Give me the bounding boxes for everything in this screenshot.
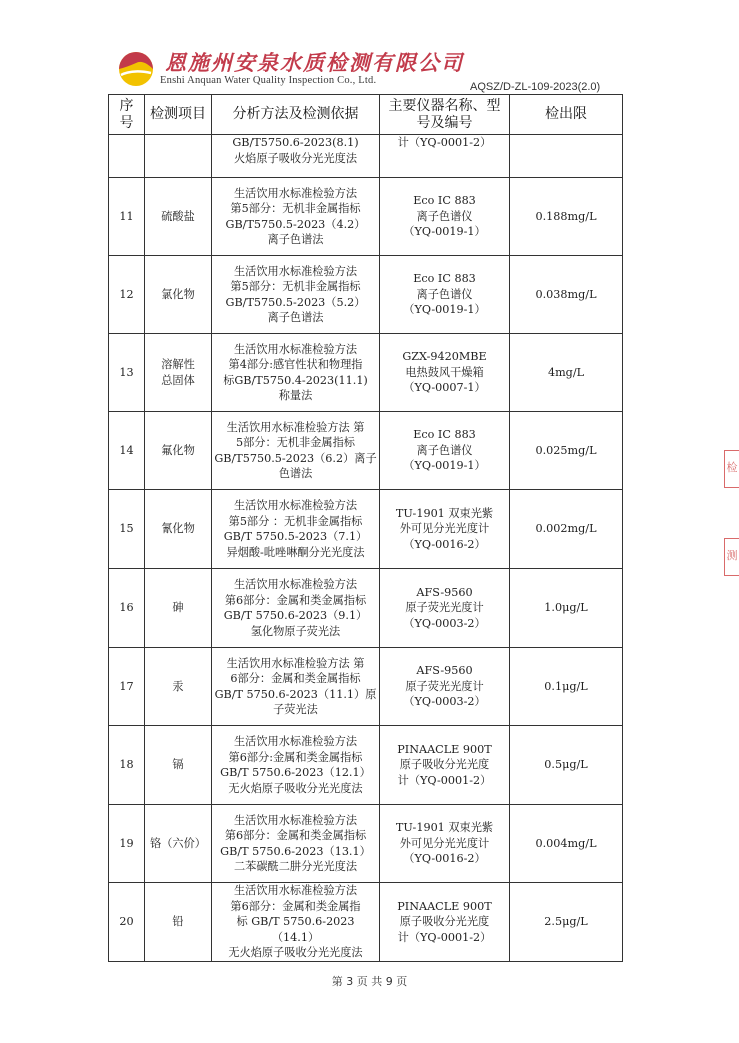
cell-instrument: AFS-9560 原子荧光光度计 （YQ-0003-2） — [380, 648, 510, 726]
cell-limit: 2.5μg/L — [510, 883, 623, 962]
cell-item: 砷 — [145, 569, 212, 648]
cell-no: 20 — [109, 883, 145, 962]
inspection-method-table — [108, 94, 623, 962]
table-row — [109, 490, 623, 569]
table-header-row — [109, 95, 623, 135]
company-logo-icon — [113, 47, 159, 87]
cell-limit: 0.025mg/L — [510, 412, 623, 490]
header-item: 检测项目 — [145, 95, 212, 135]
cell-method: 生活饮用水标准检验方法 第5部分：无机非金属指标 GB/T5750.5-2023（4.2） 离子色谱法 — [212, 178, 380, 256]
cell-limit: 0.002mg/L — [510, 490, 623, 569]
header-method: 分析方法及检测依据 — [212, 95, 380, 135]
cell-no: 15 — [109, 490, 145, 569]
table-row — [109, 648, 623, 726]
cell-no — [109, 135, 145, 178]
cell-instrument: PINAACLE 900T 原子吸收分光光度 计（YQ-0001-2） — [380, 883, 510, 962]
cell-no: 17 — [109, 648, 145, 726]
cell-item — [145, 135, 212, 178]
cell-item: 氰化物 — [145, 490, 212, 569]
cell-instrument: GZX-9420MBE 电热鼓风干燥箱 （YQ-0007-1） — [380, 334, 510, 412]
cell-no: 18 — [109, 726, 145, 805]
cell-instrument: TU-1901 双束光紫 外可见分光光度计 （YQ-0016-2） — [380, 805, 510, 883]
side-stamp: 检 — [724, 450, 739, 488]
cell-limit: 0.188mg/L — [510, 178, 623, 256]
cell-limit — [510, 135, 623, 178]
cell-limit: 0.038mg/L — [510, 256, 623, 334]
cell-item: 氟化物 — [145, 412, 212, 490]
table-row — [109, 569, 623, 648]
cell-item: 铅 — [145, 883, 212, 962]
cell-method: 生活饮用水标准检验方法 第6部分：金属和类金属指 标 GB/T 5750.6-2023（14.1） 无火焰原子吸收分光光度法 — [212, 883, 380, 962]
cell-method: 生活饮用水标准检验方法 第6部分:金属和类金属指标 GB/T 5750.6-2023（12.1） 无火焰原子吸收分光光度法 — [212, 726, 380, 805]
table-row — [109, 256, 623, 334]
cell-no: 13 — [109, 334, 145, 412]
cell-item: 硫酸盐 — [145, 178, 212, 256]
cell-instrument: TU-1901 双束光紫 外可见分光光度计 （YQ-0016-2） — [380, 490, 510, 569]
header-no: 序号 — [109, 95, 145, 135]
cell-limit: 0.5μg/L — [510, 726, 623, 805]
page-footer: 第 3 页 共 9 页 — [331, 975, 408, 988]
table-row — [109, 883, 623, 962]
cell-method: GB/T5750.6-2023(8.1) 火焰原子吸收分光光度法 — [212, 135, 380, 178]
table-row — [109, 334, 623, 412]
table-row — [109, 178, 623, 256]
cell-item: 溶解性 总固体 — [145, 334, 212, 412]
cell-method: 生活饮用水标准检验方法 第 6部分：金属和类金属指标 GB/T 5750.6-2023（11.1）原 子荧光法 — [212, 648, 380, 726]
cell-limit: 1.0μg/L — [510, 569, 623, 648]
cell-no: 12 — [109, 256, 145, 334]
document-code: AQSZ/D-ZL-109-2023(2.0) — [470, 81, 601, 93]
cell-item: 铬（六价） — [145, 805, 212, 883]
cell-method: 生活饮用水标准检验方法 第5部分：无机非金属指标 GB/T5750.5-2023（5.2） 离子色谱法 — [212, 256, 380, 334]
company-name-en: Enshi Anquan Water Quality Inspection Co., Ltd. — [160, 75, 377, 86]
cell-instrument: Eco IC 883 离子色谱仪 （YQ-0019-1） — [380, 412, 510, 490]
cell-limit: 0.004mg/L — [510, 805, 623, 883]
table-row — [109, 805, 623, 883]
cell-instrument: Eco IC 883 离子色谱仪 （YQ-0019-1） — [380, 178, 510, 256]
cell-no: 19 — [109, 805, 145, 883]
cell-instrument: 计（YQ-0001-2） — [380, 135, 510, 178]
header-limit: 检出限 — [510, 95, 623, 135]
cell-method: 生活饮用水标准检验方法 第6部分：金属和类金属指标 GB/T 5750.6-2023（9.1） 氢化物原子荧光法 — [212, 569, 380, 648]
cell-method: 生活饮用水标准检验方法 第5部分 ：无机非金属指标 GB/T 5750.5-2023（7.1） 异烟酸-吡唑啉酮分光光度法 — [212, 490, 380, 569]
cell-method: 生活饮用水标准检验方法 第4部分:感官性状和物理指 标GB/T5750.4-2023(11.1) 称量法 — [212, 334, 380, 412]
cell-limit: 0.1μg/L — [510, 648, 623, 726]
company-name-cn: 恩施州安泉水质检测有限公司 — [165, 50, 464, 75]
cell-no: 16 — [109, 569, 145, 648]
cell-item: 镉 — [145, 726, 212, 805]
cell-limit: 4mg/L — [510, 334, 623, 412]
cell-instrument: Eco IC 883 离子色谱仪 （YQ-0019-1） — [380, 256, 510, 334]
cell-instrument: AFS-9560 原子荧光光度计 （YQ-0003-2） — [380, 569, 510, 648]
cell-method: 生活饮用水标准检验方法 第6部分：金属和类金属指标 GB/T 5750.6-2023（13.1） 二苯碳酰二肼分光光度法 — [212, 805, 380, 883]
cell-no: 14 — [109, 412, 145, 490]
cell-item: 氯化物 — [145, 256, 212, 334]
table-row — [109, 412, 623, 490]
cell-no: 11 — [109, 178, 145, 256]
header-instrument: 主要仪器名称、型号及编号 — [380, 95, 510, 135]
table-row-continuation — [109, 135, 623, 178]
cell-item: 汞 — [145, 648, 212, 726]
cell-method: 生活饮用水标准检验方法 第 5部分：无机非金属指标 GB/T5750.5-2023（6.2）离子 色谱法 — [212, 412, 380, 490]
cell-instrument: PINAACLE 900T 原子吸收分光光度 计（YQ-0001-2） — [380, 726, 510, 805]
side-stamp: 测 — [724, 538, 739, 576]
table-row — [109, 726, 623, 805]
